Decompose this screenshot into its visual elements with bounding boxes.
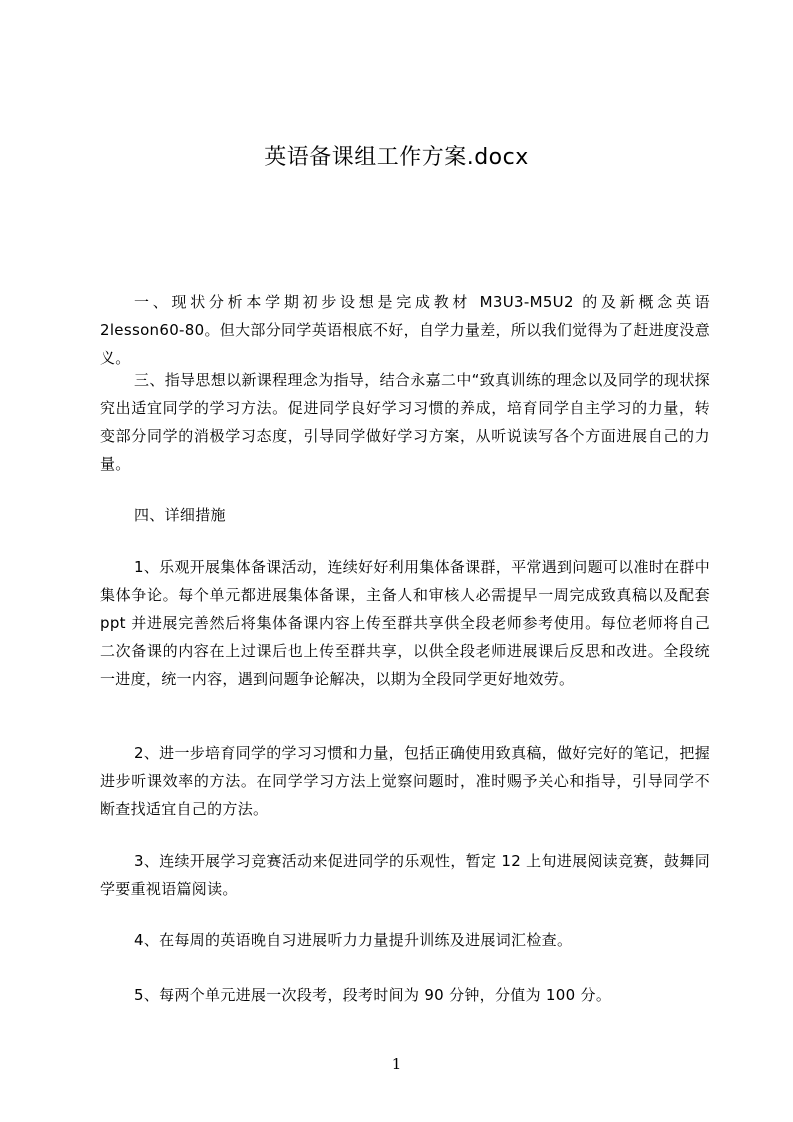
section-heading-measures [100,501,710,529]
paragraph-text: 1、乐观开展集体备课活动，连续好好利用集体备课群，平常遇到问题可以准时在群中集体争论。每个单元都进展集体备课，主备人和审核人必需提早一周完成致真稿以及配套 ppt 并进展完善然后将集体备课内容上传至群共享供全段老师参考使用。每位老师将自己二次备课的内容在上过课后也上传至群共享，以供全段老师进展课后反思和改进。全段统一进度，统一内容，遇到问题争论解决，以期为全段同学更好地效劳。 [100,558,710,688]
paragraph-text: 3、连续开展学习竞赛活动来促进同学的乐观性，暂定 12 上旬进展阅读竞赛，鼓舞同学要重视语篇阅读。 [100,852,710,898]
paragraph-text: 三、指导思想以新课程理念为指导，结合永嘉二中“致真训练的理念以及同学的现状探究出适宜同学的学习方法。促进同学良好学习习惯的养成，培育同学自主学习的力量，转变部分同学的消极学习态度，引导同学做好学习方案，从听说读写各个方面进展自己的力量。 [100,371,710,473]
paragraph-measure-4 [100,926,710,954]
paragraph-measure-1 [100,553,710,693]
document-title: 英语备课组工作方案.docx [264,145,529,170]
page-number: 1 [391,1055,402,1073]
paragraph-text: 4、在每周的英语晚自习进展听力力量提升训练及进展词汇检查。 [134,931,573,949]
paragraph-measure-5 [100,981,710,1009]
heading-text: 四、详细措施 [134,506,226,524]
paragraph-guiding-ideology [100,366,710,478]
paragraph-text: 一、现状分析本学期初步设想是完成教材 M3U3-M5U2 的及新概念英语 2lesson60-80。但大部分同学英语根底不好，自学力量差，所以我们觉得为了赶进度没意义。 [100,293,710,367]
paragraph-measure-3 [100,847,710,903]
paragraph-text: 5、每两个单元进展一次段考，段考时间为 90 分钟，分值为 100 分。 [134,986,612,1004]
paragraph-current-situation [100,288,710,372]
paragraph-text: 2、进一步培育同学的学习习惯和力量，包括正确使用致真稿，做好完好的笔记，把握进步听课效率的方法。在同学学习方法上觉察问题时，准时赐予关心和指导，引导同学不断查找适宜自己的方法。 [100,744,710,818]
paragraph-measure-2 [100,739,710,823]
